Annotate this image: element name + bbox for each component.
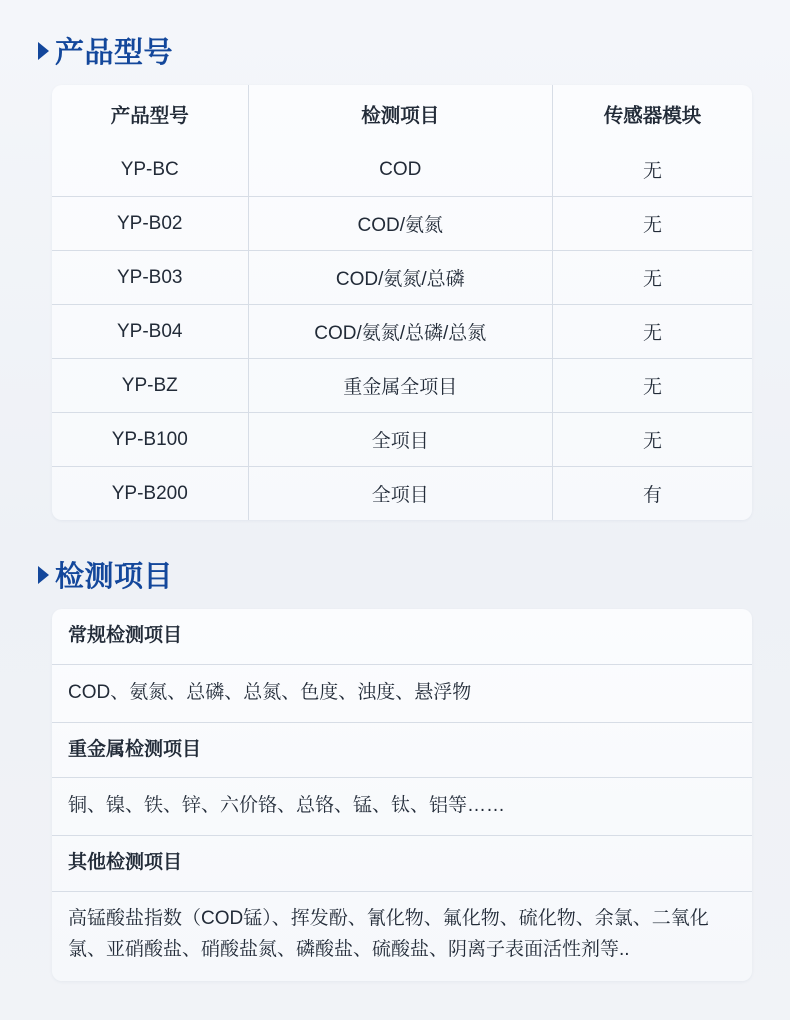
- section-title-product-model: 产品型号: [55, 37, 174, 69]
- cell-detection: 重金属全项目: [248, 359, 553, 413]
- cell-model: YP-B100: [52, 413, 248, 467]
- section-heading-product-model: [38, 30, 738, 71]
- group-title-heavy-metal: 重金属检测项目: [52, 723, 752, 779]
- table-header-row: [52, 85, 752, 143]
- cell-model: YP-B02: [52, 197, 248, 251]
- cell-model: YP-B04: [52, 305, 248, 359]
- table-row: [52, 305, 752, 359]
- group-content-regular: COD、氨氮、总磷、总氮、色度、浊度、悬浮物: [52, 665, 752, 723]
- group-content-other: 高锰酸盐指数（COD锰）、挥发酚、氰化物、氟化物、硫化物、余氯、二氧化氯、亚硝酸盐、硝酸盐氮、磷酸盐、硫酸盐、阴离子表面活性剂等..: [68, 907, 709, 960]
- table-row: [52, 467, 752, 521]
- cell-sensor: 无: [553, 197, 753, 251]
- cell-detection: 全项目: [248, 413, 553, 467]
- cell-model: YP-B03: [52, 251, 248, 305]
- column-header-sensor: 传感器模块: [603, 105, 702, 127]
- cell-detection: COD/氨氮/总磷/总氮: [248, 305, 553, 359]
- cell-detection: COD: [248, 143, 553, 197]
- cell-model: YP-BZ: [52, 359, 248, 413]
- cell-sensor: 无: [553, 143, 753, 197]
- table-row: [52, 143, 752, 197]
- cell-model: YP-B200: [52, 467, 248, 521]
- cell-detection: COD/氨氮/总磷: [248, 251, 553, 305]
- cell-model: YP-BC: [52, 143, 248, 197]
- section-heading-detection-items: [38, 554, 738, 595]
- cell-detection: 全项目: [248, 467, 553, 521]
- group-content-heavy-metal: 铜、镍、铁、锌、六价铬、总铬、锰、钛、铝等……: [52, 778, 752, 836]
- section-spacer: [38, 520, 738, 554]
- triangle-bullet-icon: [38, 566, 49, 584]
- triangle-bullet-icon: [38, 42, 49, 60]
- table-row: [52, 251, 752, 305]
- cell-sensor: 无: [553, 305, 753, 359]
- column-header-detection: 检测项目: [248, 85, 553, 143]
- table-row: [52, 197, 752, 251]
- product-model-table-container: [52, 85, 752, 520]
- product-model-table: [52, 85, 752, 520]
- cell-sensor: 有: [642, 485, 662, 506]
- table-row: [52, 359, 752, 413]
- group-title-other: 其他检测项目: [52, 836, 752, 892]
- group-title-regular: 常规检测项目: [52, 609, 752, 665]
- cell-detection: COD/氨氮: [248, 197, 553, 251]
- cell-sensor: 无: [553, 251, 753, 305]
- section-title-detection-items: 检测项目: [55, 561, 174, 593]
- detection-items-container: [52, 609, 752, 981]
- column-header-model: 产品型号: [52, 85, 248, 143]
- table-row: [52, 413, 752, 467]
- cell-sensor: 无: [553, 359, 753, 413]
- cell-sensor: 无: [553, 413, 753, 467]
